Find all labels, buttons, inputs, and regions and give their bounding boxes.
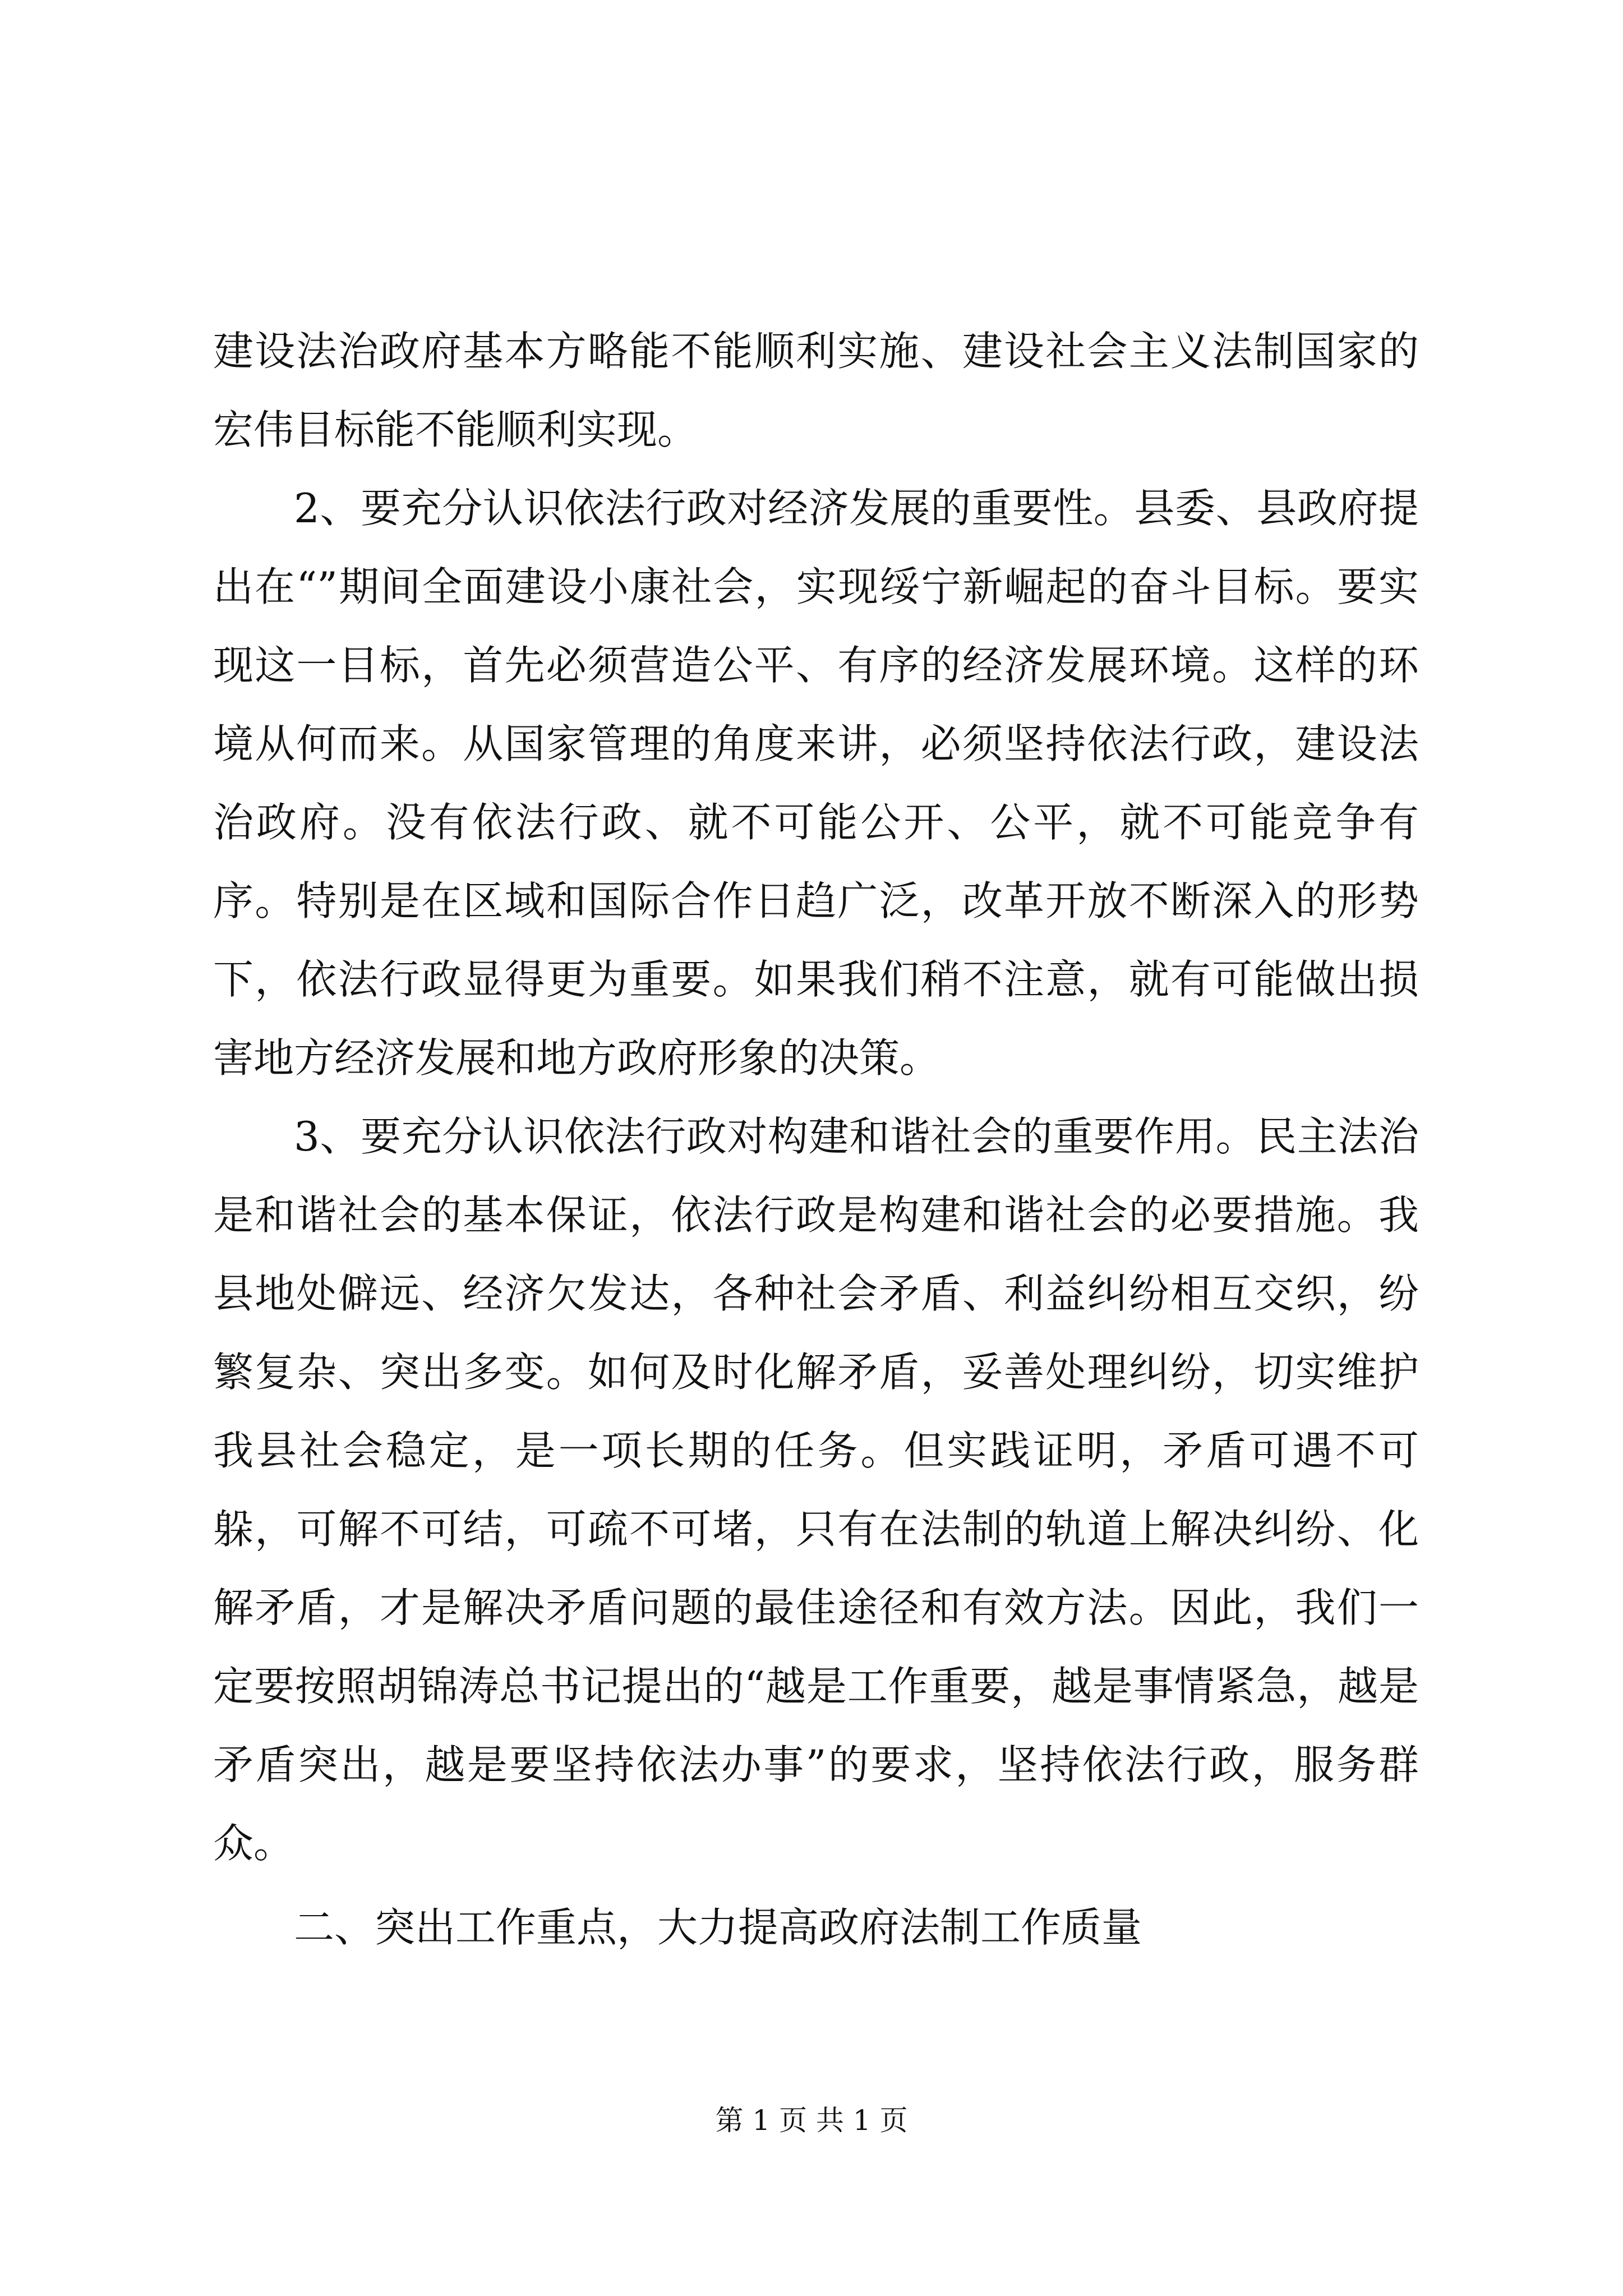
section-heading: 二、突出工作重点，大力提高政府法制工作质量 bbox=[294, 1904, 1142, 1951]
paragraph-harmonious-society: 3、要充分认识依法行政对构建和谐社会的重要作用。民主法治是和谐社会的基本保证，依法行政是构建和谐社会的必要措施。我县地处僻远、经济欠发达，各种社会矛盾、利益纠纷相互交织，纷繁复杂、突出多变。如何及时化解矛盾，妥善处理纠纷，切实维护我县社会稳定，是一项长期的任务。但实践证明，矛盾可遇不可躲，可解不可结，可疏不可堵，只有在法制的轨道上解决纠纷、化解矛盾，才是解决矛盾问题的最佳途径和有效方法。因此，我们一定要按照胡锦涛总书记提出的“越是工作重要，越是事情紧急，越是矛盾突出，越是要坚持依法办事”的要求，坚持依法行政，服务群众。 bbox=[213, 1113, 1419, 1867]
paragraph-economic-development: 2、要充分认识依法行政对经济发展的重要性。县委、县政府提出在“”期间全面建设小康社会，实现绥宁新崛起的奋斗目标。要实现这一目标，首先必须营造公平、有序的经济发展环境。这样的环境从何而来。从国家管理的角度来讲，必须坚持依法行政，建设法治政府。没有依法行政、就不可能公开、公平，就不可能竞争有序。特别是在区域和国际合作日趋广泛，改革开放不断深入的形势下，依法行政显得更为重要。如果我们稍不注意，就有可能做出损害地方经济发展和地方政府形象的决策。 bbox=[213, 485, 1419, 1082]
document-body bbox=[213, 312, 1419, 1967]
paragraph-continuation: 建设法治政府基本方略能不能顺利实施、建设社会主义法制国家的宏伟目标能不能顺利实现。 bbox=[213, 328, 1419, 453]
page-number-footer: 第 1 页 共 1 页 bbox=[715, 2104, 908, 2137]
